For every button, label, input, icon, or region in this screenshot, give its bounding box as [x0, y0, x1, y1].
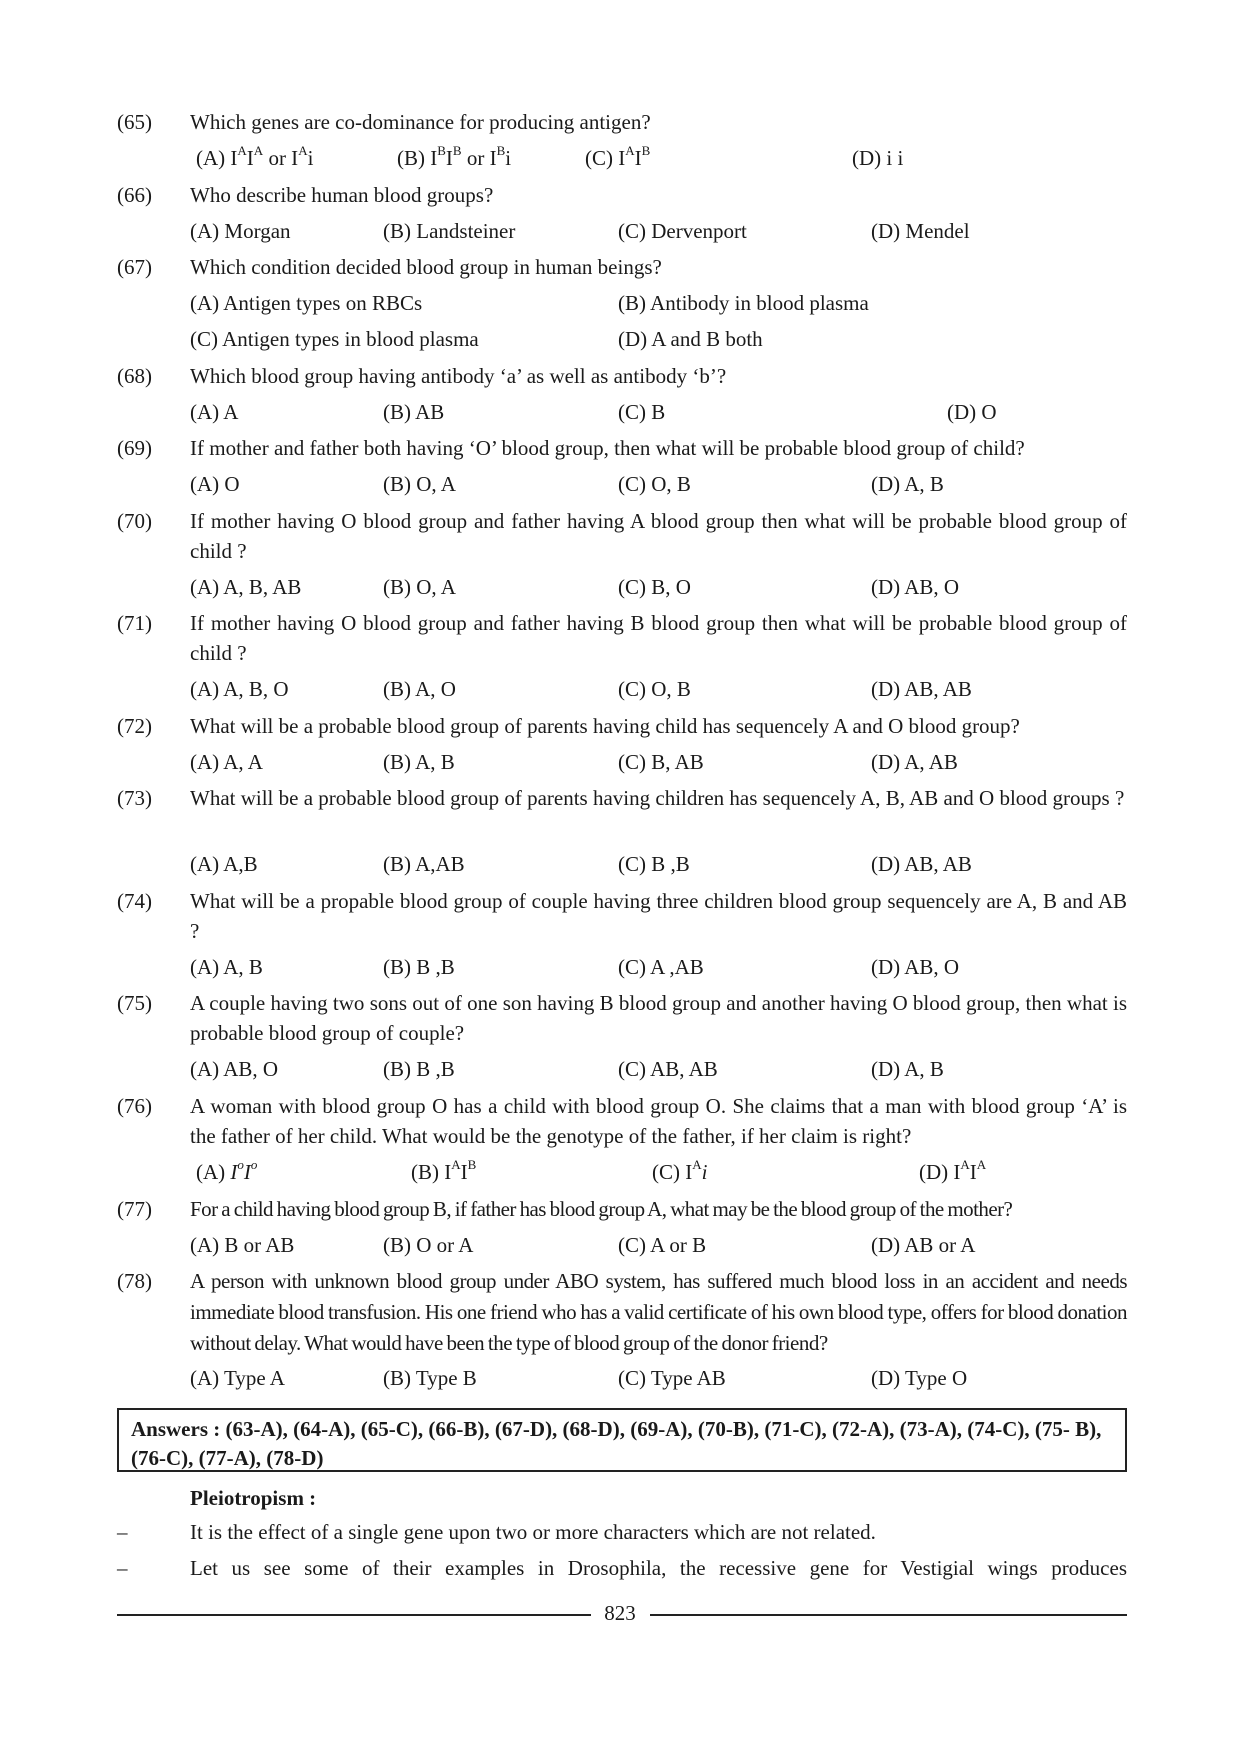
question-number: (67) [117, 255, 152, 279]
option-a: (A) A, A [190, 750, 263, 774]
option-c: (C) Dervenport [618, 219, 747, 243]
option-a: (A) A, B, AB [190, 575, 302, 599]
option-row [190, 324, 1127, 354]
option-d: (D) i i [852, 146, 904, 170]
footer-rule-left [117, 1614, 591, 1616]
option-row [190, 952, 1127, 982]
option-row [190, 747, 1127, 777]
bullet-dash: – [117, 1520, 128, 1544]
question-text: Which blood group having antibody ‘a’ as well as antibody ‘b’? [190, 364, 727, 388]
option-c: (C) A or B [618, 1233, 707, 1257]
question-text: If mother having O blood group and father having A blood group then what will be probable blood group of child ? [190, 509, 1127, 563]
question-69 [117, 433, 1127, 497]
option-b: (B) A, B [383, 750, 455, 774]
option-row [190, 397, 1127, 427]
option-d: (D) Mendel [871, 219, 970, 243]
option-row [190, 849, 1127, 879]
option-d: (D) Type O [871, 1366, 968, 1390]
question-number: (71) [117, 611, 152, 635]
option-b: (B) AB [383, 400, 445, 424]
question-74 [117, 886, 1127, 982]
option-b: (B) O or A [383, 1233, 474, 1257]
question-text: Which genes are co-dominance for producing antigen? [190, 110, 651, 134]
answers-text: Answers : (63-A), (64-A), (65-C), (66-B), (67-D), (68-D), (69-A), (70-B), (71-C), (72-A), (73-A), (74-C), (75- B), (76-C), (77-A), (78-D) [131, 1417, 1102, 1470]
question-76 [117, 1091, 1127, 1187]
question-text: A couple having two sons out of one son having B blood group and another having O blood group, then what is probable blood group of couple? [190, 991, 1127, 1045]
question-text: For a child having blood group B, if father has blood group A, what may be the blood group of the mother? [190, 1197, 1013, 1221]
section-heading: Pleiotropism : [190, 1486, 317, 1510]
option-a: (A) A, B, O [190, 677, 289, 701]
option-a: (A) Type A [190, 1366, 285, 1390]
option-a: (A) Antigen types on RBCs [190, 291, 423, 315]
option-row [190, 1363, 1127, 1393]
option-c: (C) O, B [618, 472, 691, 496]
question-77 [117, 1194, 1127, 1258]
bullet-text: Let us see some of their examples in Drosophila, the recessive gene for Vestigial wings produces [190, 1556, 1127, 1580]
question-number: (70) [117, 509, 152, 533]
option-a: (A) A, B [190, 955, 263, 979]
option-row [190, 572, 1127, 602]
option-a: (A) A,B [190, 852, 258, 876]
question-78 [117, 1266, 1127, 1396]
question-73 [117, 783, 1127, 879]
question-71 [117, 608, 1127, 704]
question-number: (65) [117, 110, 152, 134]
option-b: (B) $I^BI^B$ or $I^Bi$ [397, 143, 512, 170]
question-66 [117, 180, 1127, 244]
question-text: Who describe human blood groups? [190, 183, 494, 207]
question-65 [117, 107, 1127, 171]
question-number: (73) [117, 786, 152, 810]
option-d: (D) AB or A [871, 1233, 976, 1257]
answers-box [117, 1408, 1127, 1472]
option-c: (C) Type AB [618, 1366, 726, 1390]
option-d: (D) A, B [871, 1057, 944, 1081]
option-b: (B) B ,B [383, 955, 455, 979]
question-text: What will be a probable blood group of parents having child has sequencely A and O blood group? [190, 714, 1020, 738]
option-d: (D) A, AB [871, 750, 958, 774]
question-text: What will be a probable blood group of parents having children has sequencely A, B, AB and O blood groups ? [190, 786, 1125, 810]
option-b: (B) Type B [383, 1366, 477, 1390]
question-text: What will be a propable blood group of couple having three children blood group sequencely are A, B and AB ? [190, 889, 1127, 943]
question-70 [117, 506, 1127, 602]
option-c: (C) B [618, 400, 666, 424]
question-number: (75) [117, 991, 152, 1015]
question-number: (77) [117, 1197, 152, 1221]
option-row [190, 1230, 1127, 1260]
option-d: (D) A and B both [618, 327, 763, 351]
question-number: (68) [117, 364, 152, 388]
question-number: (76) [117, 1094, 152, 1118]
option-c: (C) AB, AB [618, 1057, 718, 1081]
option-a: (A) B or AB [190, 1233, 295, 1257]
option-c: (C) $I^Ai$ [652, 1157, 708, 1184]
question-number: (69) [117, 436, 152, 460]
bullet-text: It is the effect of a single gene upon two or more characters which are not related. [190, 1520, 876, 1544]
question-number: (66) [117, 183, 152, 207]
option-row [190, 288, 1127, 318]
option-row [190, 1054, 1127, 1084]
option-row [190, 216, 1127, 246]
option-b: (B) B ,B [383, 1057, 455, 1081]
option-d: (D) AB, AB [871, 852, 972, 876]
option-c: (C) B, AB [618, 750, 704, 774]
question-text: If mother having O blood group and father having B blood group then what will be probable blood group of child ? [190, 611, 1127, 665]
option-a: (A) $I^AI^A$ or $I^Ai$ [196, 143, 314, 170]
bullet-dash: – [117, 1556, 128, 1580]
option-b: (B) $I^AI^B$ [411, 1157, 477, 1184]
option-c: (C) $I^AI^B$ [585, 143, 651, 170]
option-b: (B) A, O [383, 677, 456, 701]
option-c: (C) B, O [618, 575, 691, 599]
option-b: (B) A,AB [383, 852, 465, 876]
option-c: (C) B ,B [618, 852, 690, 876]
question-number: (74) [117, 889, 152, 913]
option-b: (B) O, A [383, 575, 456, 599]
option-row [190, 674, 1127, 704]
option-b: (B) Antibody in blood plasma [618, 291, 869, 315]
option-b: (B) O, A [383, 472, 456, 496]
option-a: (A) $I^oI^o$ [196, 1157, 258, 1184]
option-c: (C) Antigen types in blood plasma [190, 327, 479, 351]
option-d: (D) AB, O [871, 955, 960, 979]
footer-rule-right [650, 1614, 1127, 1616]
option-row [190, 469, 1127, 499]
option-d: (D) O [947, 400, 997, 424]
option-c: (C) A ,AB [618, 955, 704, 979]
option-d: (D) A, B [871, 472, 944, 496]
option-d: (D) AB, AB [871, 677, 972, 701]
question-text: A person with unknown blood group under ABO system, has suffered much blood loss in an accident and needs immediate blood transfusion. His one friend who has a valid certificate of his own blood type, offers for blood donation without delay. What would have been the type of blood group of the donor friend? [190, 1269, 1127, 1355]
option-a: (A) O [190, 472, 240, 496]
option-a: (A) AB, O [190, 1057, 279, 1081]
question-75 [117, 988, 1127, 1084]
option-b: (B) Landsteiner [383, 219, 516, 243]
question-number: (78) [117, 1269, 152, 1293]
question-text: A woman with blood group O has a child with blood group O. She claims that a man with blood group ‘A’ is the father of her child. What would be the genotype of the father, if her claim is right? [190, 1094, 1127, 1148]
question-number: (72) [117, 714, 152, 738]
option-row [190, 1157, 1127, 1187]
option-c: (C) O, B [618, 677, 691, 701]
question-72 [117, 711, 1127, 775]
option-a: (A) Morgan [190, 219, 291, 243]
option-d: (D) $I^AI^A$ [919, 1157, 987, 1184]
option-d: (D) AB, O [871, 575, 960, 599]
question-text: Which condition decided blood group in human beings? [190, 255, 662, 279]
question-text: If mother and father both having ‘O’ blood group, then what will be probable blood group of child? [190, 436, 1025, 460]
page-number: 823 [604, 1601, 636, 1625]
option-a: (A) A [190, 400, 239, 424]
question-68 [117, 361, 1127, 425]
option-row [190, 143, 1127, 173]
question-67 [117, 252, 1127, 352]
